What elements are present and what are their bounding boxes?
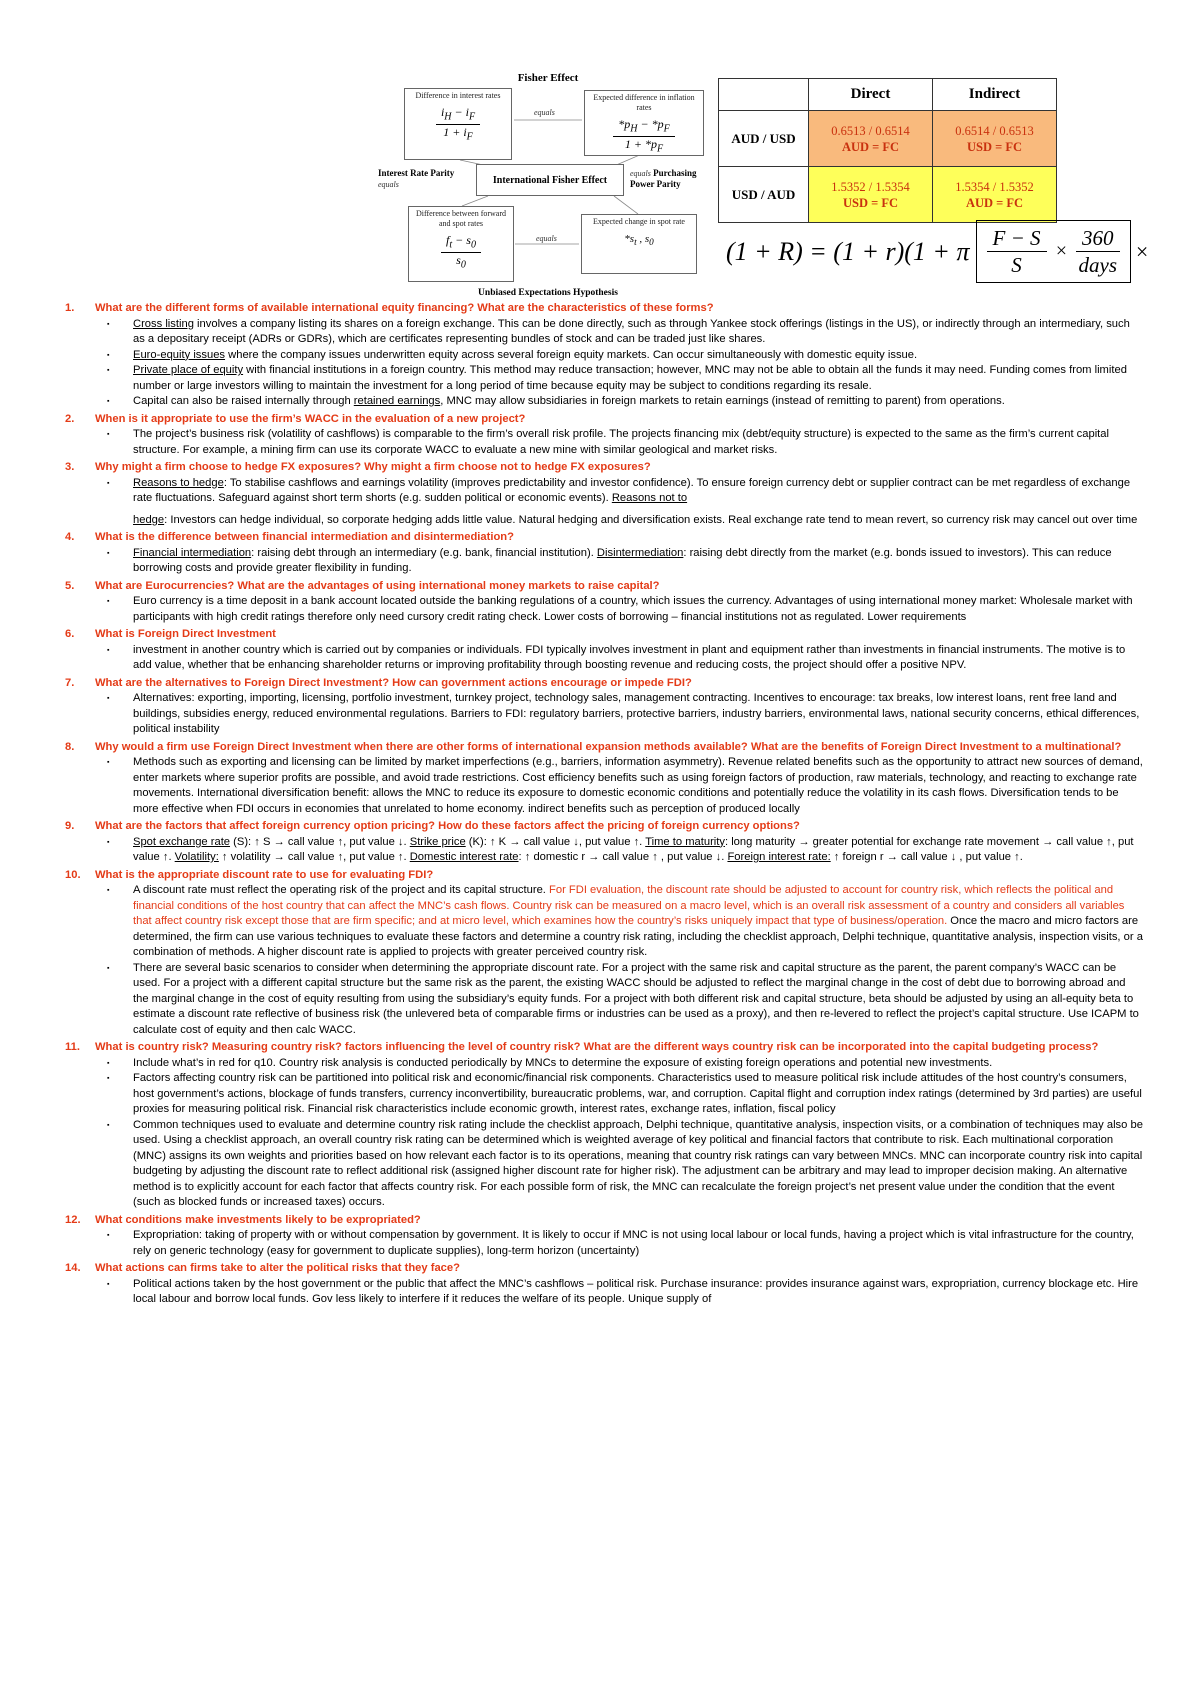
answer-bullet <box>105 594 1144 625</box>
annualisation-fraction: 360 days <box>1076 225 1120 278</box>
equals-bottom-label: equals <box>536 234 557 243</box>
currency-pair-label: USD / AUD <box>719 167 809 223</box>
bullet-icon: ▪ <box>107 351 110 359</box>
bullet-icon: ▪ <box>107 1280 110 1288</box>
answer-bullet <box>105 394 1144 410</box>
bullet-icon: ▪ <box>107 964 110 972</box>
question-text: What conditions make investments likely to be expropriated? <box>95 1213 421 1226</box>
bullet-icon: ▪ <box>107 695 110 702</box>
question-number: 12. <box>65 1213 81 1226</box>
question-text: What are the factors that affect foreign currency option pricing? How do these factors affect the pricing of foreign currency options? <box>95 820 800 832</box>
question-row <box>65 819 1144 835</box>
interest-diff-label: Difference in interest rates <box>415 91 501 100</box>
answer-bullet <box>105 1071 1144 1118</box>
qa-item <box>65 301 1144 410</box>
fisher-effect-diagram <box>376 72 720 298</box>
bullet-text: Common techniques used to evaluate and determine country risk rating include the checklist approach, Delphi technique, quantitative analysis, inspection visits, or a combination of techniques may also be used. Using a checklist approach, an overall country risk rating can be determined which is weighted average of key political and financial factors that contribute to risk. Each multinational corporation (MNC) assigns its own weights and priorities based on how relevant each factor is to its operations, meaning that country risk ratings can vary between MNCs. MNC can incorporate country risk into capital budgeting by adjusting the discount rate to reflect additional risk (assigned higher discount rate for higher risk). The adjustment can be arbitrary and may lead to improper decision making. An alternative method is to explicitly account for each factor that affects country risk. For each possible form of risk, the MNC can recalculate the foreign project’s net present value under the condition that the event (such as blocked funds or increased taxes) occurs. <box>133 1118 1143 1208</box>
bullet-text: Include what’s in red for q10. Country risk analysis is conducted periodically by MNCs to determine the exposure of existing foreign operations and potential new investments. <box>133 1056 993 1069</box>
unbiased-expectations-label: Unbiased Expectations Hypothesis <box>478 288 618 298</box>
bullet-icon: ▪ <box>107 431 110 438</box>
answer-bullet <box>105 1277 1144 1308</box>
interest-diff-formula: $\frac{i_H - i_F}{1 + i_F}$ <box>436 105 480 145</box>
international-fisher-effect-box <box>476 164 624 196</box>
bullet-text: Euro-equity issues where the company issues underwritten equity across several foreign equity markets. Can occur simultaneously with domestic equity issue. <box>133 348 918 361</box>
formula-left: (1 + R) = (1 + r)(1 + π <box>726 236 970 266</box>
qa-item <box>65 676 1144 738</box>
bullet-icon: ▪ <box>107 320 110 328</box>
bullet-icon: ▪ <box>107 1232 110 1239</box>
bullet-icon: ▪ <box>107 759 110 766</box>
question-row <box>65 530 1144 546</box>
spot-change-formula: $*s_t$ , $s_0$ <box>624 233 654 248</box>
answer-bullet <box>105 1228 1144 1259</box>
spot-change-box <box>581 214 697 274</box>
interest-parity-formula <box>726 220 1149 283</box>
rate-quote-note: AUD = FC <box>841 139 900 154</box>
equals-right-label: equals <box>630 169 651 178</box>
bullet-text: There are several basic scenarios to consider when determining the appropriate discount rate. For a project with the same risk and capital structure as the parent, the parent company’s WACC can be used. For a project with a different capital structure but the same risk as the parent, the existing WACC should be adjusted to reflect the marginal change in the cost of debt due to borrowing abroad and the marginal change in the cost of equity resulting from using the subsidiary’s equity funds. For a project with both different risk and capital structure, beta should be adjusted by using an all-equity beta to estimate a discount rate reflective of business risk (the unlevered beta of comparable firms or industries can be used as a proxy), and then re-levered to reflect the project’s capital structure. Use ICAPM to calculate cost of equity and then calc WACC. <box>133 961 1139 1036</box>
bullet-text: Cross listing involves a company listing its shares on a foreign exchange. This can be done directly, such as through Yankee stock offerings (listings in the US), or indirectly through an intermediary, such as a depositary receipt (ADRs or GDRs), which are certificates representing bundles of stock and can be traded just like shares. <box>133 317 1130 345</box>
header-figures <box>0 0 1200 300</box>
question-number: 1. <box>65 302 75 314</box>
question-text: Why might a firm choose to hedge FX exposures? Why might a firm choose not to hedge FX exposures? <box>95 461 651 473</box>
inflation-diff-formula: $\frac{*p_H - *p_F}{1 + *p_F}$ <box>613 117 674 157</box>
qa-item <box>65 412 1144 459</box>
answer-bullet <box>105 755 1144 817</box>
question-text: When is it appropriate to use the firm’s WACC in the evaluation of a new project? <box>95 412 526 425</box>
rate-cell <box>933 167 1057 223</box>
inflation-diff-label: Expected difference in inflation rates <box>593 93 695 112</box>
bullet-text: Euro currency is a time deposit in a bank account located outside the banking regulations of a country, which issues the currency. Advantages of using international money market: Wholesale market with participants with high credit ratings therefore only need cursory credit rating check. Lower costs of borrowing – financial institutions not as regulated. Lower requirements <box>133 595 1133 623</box>
answer-bullet <box>105 883 1144 961</box>
qa-item <box>65 1040 1144 1211</box>
bullet-icon: ▪ <box>107 367 110 374</box>
qa-item <box>65 1261 1144 1308</box>
bullet-icon: ▪ <box>107 1059 110 1067</box>
bullet-icon: ▪ <box>107 1121 110 1129</box>
question-text: Why would a firm use Foreign Direct Investment when there are other forms of international expansion methods available? What are the benefits of Foreign Direct Investment to a multinational? <box>95 740 1122 753</box>
bullet-icon: ▪ <box>107 549 110 557</box>
rate-quote-note: USD = FC <box>842 195 899 210</box>
answer-bullet <box>105 546 1144 577</box>
question-row <box>65 868 1144 884</box>
question-number: 7. <box>65 676 75 689</box>
bullet-text: Financial intermediation: raising debt through an intermediary (e.g. bank, financial institution). Disintermediation: raising debt directly from the market (e.g. bonds issued to investors). This can reduce borrowing costs and provide greater flexibility in funding. <box>133 546 1112 574</box>
answer-bullet <box>105 1118 1144 1211</box>
question-row <box>65 412 1144 428</box>
purchasing-power-parity-label: equals Purchasing Power Parity <box>630 168 697 189</box>
question-text: What is the appropriate discount rate to use for evaluating FDI? <box>95 868 434 881</box>
equals-top-label: equals <box>534 108 555 117</box>
question-number: 2. <box>65 412 75 425</box>
question-row <box>65 301 1144 317</box>
question-number: 3. <box>65 461 75 473</box>
multiply-sign: × <box>1054 240 1068 262</box>
qa-item <box>65 1213 1144 1260</box>
question-number: 9. <box>65 820 75 832</box>
question-row <box>65 1261 1144 1277</box>
bullet-text: Alternatives: exporting, importing, licensing, portfolio investment, turnkey project, technology sales, management contracting. Incentives to encourage: tax breaks, low interest loans, rent free land and buildings, subsidies energy, reduced environmental regulations. Barriers to FDI: regulatory barriers, protective barriers, industry barriers, environmental laws, national security concerns, ethical differences, political instability <box>133 692 1140 735</box>
currency-pair-label: AUD / USD <box>719 111 809 167</box>
question-number: 5. <box>65 579 75 592</box>
fx-table-row <box>719 167 1057 223</box>
qa-item <box>65 740 1144 818</box>
bullet-text: Expropriation: taking of property with or without compensation by government. It is likely to occur if MNC is not using local labour or local funds, having a project which is vital infrastructure for the country, rely on generic technology (easy for government to duplicate supplies), long-term horizon (uncertainty) <box>133 1229 1134 1257</box>
fx-table-header-row <box>719 79 1057 111</box>
rate-value: 0.6513 / 0.6514 <box>831 123 910 138</box>
question-text: What is the difference between financial intermediation and disintermediation? <box>95 531 514 543</box>
question-number: 8. <box>65 740 75 753</box>
question-number: 14. <box>65 1262 81 1274</box>
bullet-icon: ▪ <box>107 646 110 654</box>
question-row <box>65 627 1144 643</box>
qa-item <box>65 460 1144 528</box>
question-row <box>65 1213 1144 1229</box>
fx-table-header-indirect: Indirect <box>933 79 1057 111</box>
forward-spot-box <box>408 206 514 282</box>
bullet-text: The project’s business risk (volatility of cashflows) is comparable to the firm’s overall risk profile. The projects financing mix (debt/equity structure) is expected to the same as the firm’s current capital structure. For example, a mining firm can use its corporate WACC to evaluate a new mine with similar geological and market risks. <box>133 428 1109 456</box>
spot-change-label: Expected change in spot rate <box>593 217 685 226</box>
qa-item <box>65 627 1144 674</box>
rate-value: 1.5352 / 1.5354 <box>831 179 910 194</box>
bullet-text: Political actions taken by the host government or the public that affect the MNC’s cashflows – political risk. Purchase insurance: provides insurance against wars, expropriation, currency blockage etc. Hire local labour and borrow local funds. Gov less likely to interfere if it reduces the welfare of its people. Unique supply of <box>133 1277 1139 1305</box>
bullet-text: Methods such as exporting and licensing can be limited by market imperfections (e.g., barriers, information asymmetry). Revenue related benefits such as the opportunity to attract new sources of demand, enter markets where superior profits are possible, and avoid trade restrictions. Cost efficiency benefits such as using foreign factors of production, raw materials, technology, and reacting to exchange rate movements. International diversification benefit: allows the MNC to reduce its exposure to domestic economic conditions and potentially reduce the volatility in its cash flows. Diversification tends to be more effective when FDI occurs in economies that unrelated to home economy. indirect benefits such as perception of produced locally <box>133 756 1143 815</box>
question-number: 6. <box>65 628 75 640</box>
question-text: What are Eurocurrencies? What are the advantages of using international money markets to raise capital? <box>95 579 660 592</box>
forward-premium-fraction: $\frac{F - S}{S}$ <box>987 225 1047 278</box>
question-text: What are the different forms of available international equity financing? What are the characteristics of these forms? <box>95 302 714 314</box>
interest-diff-box <box>404 88 512 160</box>
question-row <box>65 460 1144 476</box>
question-number: 10. <box>65 868 81 881</box>
equals-left-label: equals <box>378 180 399 189</box>
answer-bullet <box>105 476 1144 529</box>
exchange-rate-table <box>718 78 1057 223</box>
fx-table-corner-cell <box>719 79 809 111</box>
question-text: What is country risk? Measuring country risk? factors influencing the level of country risk? What are the different ways country risk can be incorporated into the capital budgeting process? <box>95 1041 1099 1053</box>
question-row <box>65 676 1144 692</box>
answer-bullet <box>105 691 1144 738</box>
question-text: What actions can firms take to alter the political risks that they face? <box>95 1262 460 1274</box>
qa-list <box>65 301 1144 1310</box>
answer-bullet <box>105 317 1144 348</box>
bullet-icon: ▪ <box>107 398 110 405</box>
fx-table-row <box>719 111 1057 167</box>
answer-bullet <box>105 835 1144 866</box>
question-row <box>65 740 1144 756</box>
bullet-icon: ▪ <box>107 479 110 487</box>
bullet-text: investment in another country which is carried out by companies or individuals. FDI typically involves investment in plant and equipment rather than investments in financial instruments. The motive is to add value, whether that be enhancing shareholder returns or improving profitability through boosting revenue and reducing costs, the project should offer a positive NPV. <box>133 643 1126 671</box>
interest-rate-parity-label: Interest Rate Parity equals <box>378 168 455 189</box>
question-row <box>65 579 1144 595</box>
bullet-text: Reasons to hedge: To stabilise cashflows and earnings volatility (improves predictability and investor confidence). To ensure foreign currency debt or supplier contract can be met regardless of exchange rate fluctuations. Safeguard against short term shorts (e.g. sudden political or economic events). Reasons not to hedge: Investors can hedge individual, so corporate hedging adds little value. Natural hedging and diversification exists. Real exchange rate tend to mean revert, so currency risk may cancel out over time <box>133 476 1138 526</box>
rate-cell <box>809 167 933 223</box>
qa-item <box>65 579 1144 626</box>
rate-cell <box>933 111 1057 167</box>
forward-premium-formula-box <box>976 220 1131 283</box>
answer-bullet <box>105 427 1144 458</box>
fx-table-header-direct: Direct <box>809 79 933 111</box>
question-number: 4. <box>65 531 75 543</box>
answer-bullet <box>105 643 1144 674</box>
bullet-text: A discount rate must reflect the operating risk of the project and its capital structure. For FDI evaluation, the discount rate should be adjusted to account for country risk, which reflects the political and financial conditions of the host country that can affect the MNC’s cash flows. Country risk can be measured on a macro level, which is an overall risk assessment of a country and considers all variables that affect country risk except those that are firm specific; and at micro level, which examines how the country’s risks uniquely impact that type of business/operation. Once the macro and micro factors are determined, the firm can use various techniques to evaluate these factors and determine a country risk rating, including the checklist approach, Delphi technique, quantitative analysis, inspection visits, or a combination of methods. A higher discount rate is applied to projects with greater perceived country risk. <box>133 884 1143 958</box>
inflation-diff-box <box>584 90 704 156</box>
bullet-icon: ▪ <box>107 1075 110 1082</box>
bullet-icon: ▪ <box>107 838 110 846</box>
forward-spot-label: Difference between forward and spot rates <box>415 209 507 228</box>
bullet-text: Private place of equity with financial institutions in a foreign country. This method may reduce transaction; however, MNC may not be able to obtain all the funds it may need. Funding comes from limited number or large investors willing to maintain the investment for a long period of time because equity may be subject to conditions regarding its resale. <box>133 364 1127 392</box>
bullet-icon: ▪ <box>107 887 110 894</box>
fx-table-body <box>719 111 1057 223</box>
bullet-text: Spot exchange rate (S): ↑ S → call value ↑, put value ↓. Strike price (K): ↑ K → call value ↓, put value ↑. Time to maturity: long maturity → greater potential for exchange rate movement → call value ↑, put value ↑. Volatility: ↑ volatility → call value ↑, put value ↑. Domestic interest rate: ↑ domestic r → call value ↑ , put value ↓. Foreign interest rate: ↑ foreign r → call value ↓ , put value ↑. <box>133 835 1134 863</box>
answer-bullet <box>105 363 1144 394</box>
question-text: What is Foreign Direct Investment <box>95 628 276 640</box>
rate-value: 1.5354 / 1.5352 <box>955 179 1034 194</box>
question-text: What are the alternatives to Foreign Direct Investment? How can government actions encourage or impede FDI? <box>95 676 692 689</box>
rate-quote-note: AUD = FC <box>965 195 1024 210</box>
qa-item <box>65 530 1144 577</box>
question-number: 11. <box>65 1041 80 1053</box>
rate-cell <box>809 111 933 167</box>
rate-value: 0.6514 / 0.6513 <box>955 123 1034 138</box>
qa-item <box>65 819 1144 866</box>
diagram-title: Fisher Effect <box>517 72 579 84</box>
bullet-text: Capital can also be raised internally through retained earnings, MNC may allow subsidiaries in foreign markets to retain earnings (instead of remitting to parent) from operations. <box>133 395 1005 407</box>
ife-label: International Fisher Effect <box>492 174 608 186</box>
forward-spot-formula: $\frac{f_t - s_0}{s_0}$ <box>441 233 481 273</box>
formula-trailing-multiply: × <box>1134 238 1150 264</box>
answer-bullet <box>105 348 1144 364</box>
bullet-icon: ▪ <box>107 598 110 605</box>
answer-bullet <box>105 1056 1144 1072</box>
bullet-text: Factors affecting country risk can be partitioned into political risk and economic/financial risk components. Characteristics used to measure political risk include attitudes of the host country’s consumers, host government’s actions, blockage of funds transfers, currency inconvertibility, bureaucratic problems, war, and corruption. Capital flight and corruption index ratings (determined by 3rd parties) are useful proxies for measuring political risk. Financial risk characteristics include economic growth, interest rates, exchange rates, inflation, fiscal policy <box>133 1072 1142 1115</box>
rate-quote-note: USD = FC <box>966 139 1023 154</box>
question-row <box>65 1040 1144 1056</box>
answer-bullet <box>105 961 1144 1039</box>
qa-item <box>65 868 1144 1039</box>
